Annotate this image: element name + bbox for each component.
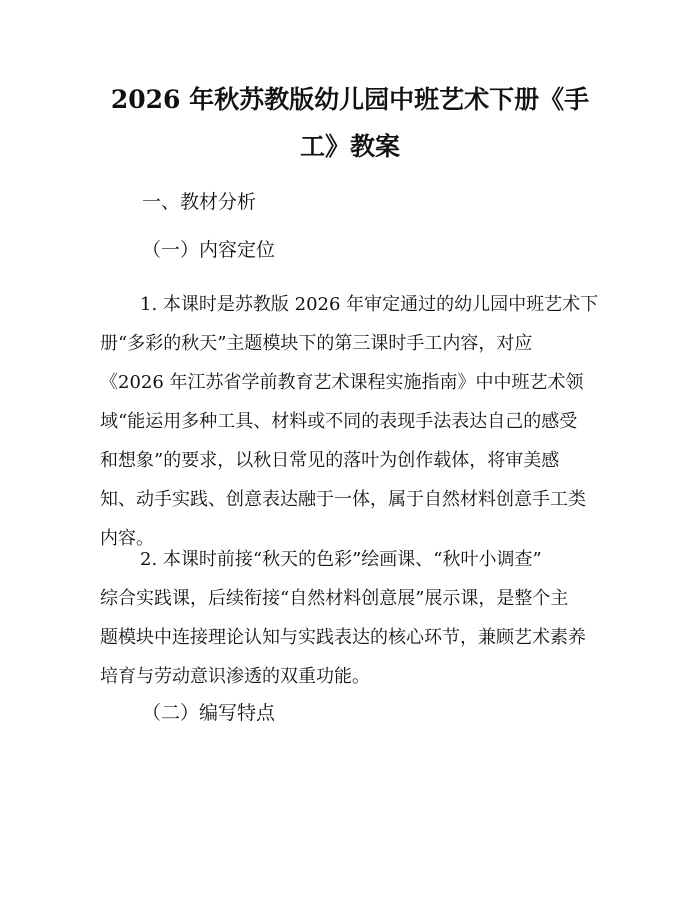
paragraph-line: 《2026 年江苏省学前教育艺术课程实施指南》中中班艺术领 — [100, 372, 584, 393]
paragraph-line: 2. 本课时前接“秋天的色彩”绘画课、“秋叶小调查” — [140, 549, 542, 570]
paragraph-line: 综合实践课，后续衔接“自然材料创意展”展示课，是整个主 — [100, 588, 569, 609]
paragraph-line: 培育与劳动意识渗透的双重功能。 — [100, 666, 370, 687]
paragraph-line: 1. 本课时是苏教版 2026 年审定通过的幼儿园中班艺术下 — [140, 294, 599, 315]
paragraph-content-positioning-1 — [100, 285, 610, 558]
paragraph-line: 和想象”的要求，以秋日常见的落叶为创作载体，将审美感 — [100, 450, 560, 471]
subsection-heading-writing-features: （二）编写特点 — [142, 702, 276, 724]
paragraph-line: 知、动手实践、创意表达融于一体，属于自然材料创意手工类 — [100, 489, 586, 510]
document-title-line-2: 工》教案 — [299, 132, 400, 161]
paragraph-line: 内容。 — [100, 528, 154, 549]
section-heading-textbook-analysis: 一、教材分析 — [142, 191, 257, 213]
paragraph-line: 题模块中连接理论认知与实践表达的核心环节，兼顾艺术素养 — [100, 627, 586, 648]
paragraph-line: 域“能运用多种工具、材料或不同的表现手法表达自己的感受 — [100, 411, 578, 432]
paragraph-content-positioning-2 — [100, 540, 610, 696]
subsection-heading-content-positioning: （一）内容定位 — [142, 239, 276, 261]
paragraph-line: 册“多彩的秋天”主题模块下的第三课时手工内容，对应 — [100, 333, 533, 354]
document-title-line-1: 2026 年秋苏教版幼儿园中班艺术下册《手 — [110, 85, 590, 114]
